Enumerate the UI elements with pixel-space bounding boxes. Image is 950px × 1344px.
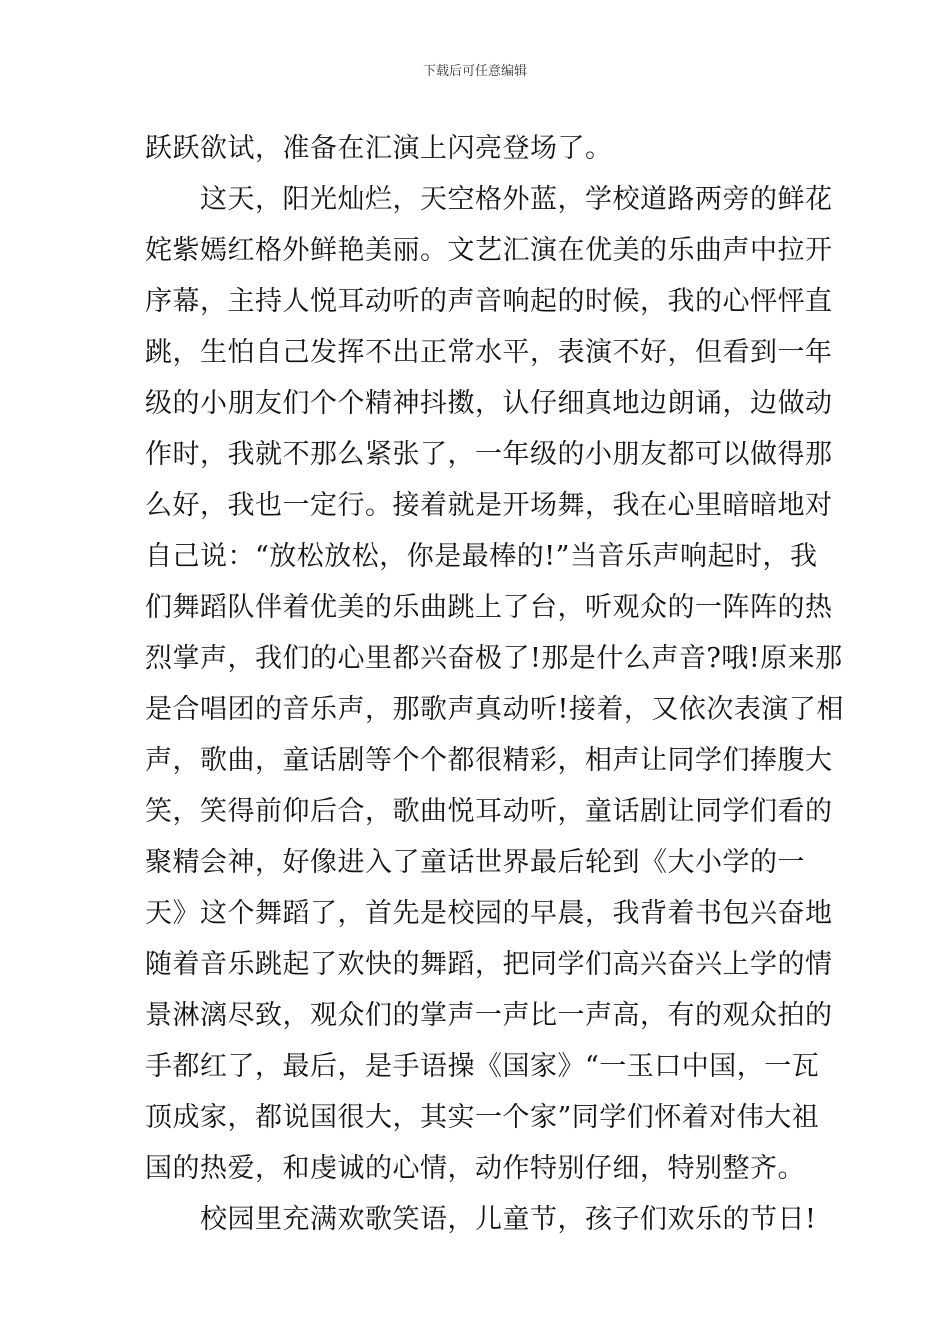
text-line: 声，歌曲，童话剧等个个都很精彩，相声让同学们捧腹大 xyxy=(145,745,833,776)
text-line: 顶成家，都说国很大，其实一个家”同学们怀着对伟大祖 xyxy=(145,1102,820,1133)
text-line: 跳，生怕自己发挥不出正常水平，表演不好，但看到一年 xyxy=(145,337,833,368)
text-line: 手都红了，最后，是手语操《国家》“一玉口中国，一瓦 xyxy=(145,1051,820,1082)
text-line: 景淋漓尽致，观众们的掌声一声比一声高，有的观众拍的 xyxy=(145,1000,833,1031)
text-line: 笑，笑得前仰后合，歌曲悦耳动听，童话剧让同学们看的 xyxy=(145,796,833,827)
text-line: 随着音乐跳起了欢快的舞蹈，把同学们高兴奋兴上学的情 xyxy=(145,949,833,980)
text-line: 自己说：“放松放松，你是最棒的!”当音乐声响起时，我 xyxy=(145,541,818,572)
text-line: 们舞蹈队伴着优美的乐曲跳上了台，听观众的一阵阵的热 xyxy=(145,592,833,623)
text-line: 作时，我就不那么紧张了，一年级的小朋友都可以做得那 xyxy=(145,439,833,470)
text-line: 聚精会神，好像进入了童话世界最后轮到《大小学的一 xyxy=(145,847,805,878)
text-line: 么好，我也一定行。接着就是开场舞，我在心里暗暗地对 xyxy=(145,490,833,521)
page-header: 下载后可任意编辑 xyxy=(422,64,527,79)
text-line: 是合唱团的音乐声，那歌声真动听!接着，又依次表演了相 xyxy=(145,694,844,725)
text-line: 姹紫嫣红格外鲜艳美丽。文艺汇演在优美的乐曲声中拉开 xyxy=(145,235,833,266)
text-line: 天》这个舞蹈了，首先是校园的早晨，我背着书包兴奋地 xyxy=(145,898,833,929)
text-line: 烈掌声，我们的心里都兴奋极了!那是什么声音?哦!原来那 xyxy=(145,643,843,674)
text-line: 跃跃欲试，准备在汇演上闪亮登场了。 xyxy=(145,133,613,164)
text-line: 国的热爱，和虔诚的心情，动作特别仔细，特别整齐。 xyxy=(145,1153,805,1184)
text-line: 这天，阳光灿烂，天空格外蓝，学校道路两旁的鲜花 xyxy=(145,184,833,215)
text-line: 序幕，主持人悦耳动听的声音响起的时候，我的心怦怦直 xyxy=(145,286,833,317)
text-line: 校园里充满欢歌笑语，儿童节，孩子们欢乐的节日! xyxy=(145,1204,817,1235)
text-line: 级的小朋友们个个精神抖擞，认仔细真地边朗诵，边做动 xyxy=(145,388,833,419)
